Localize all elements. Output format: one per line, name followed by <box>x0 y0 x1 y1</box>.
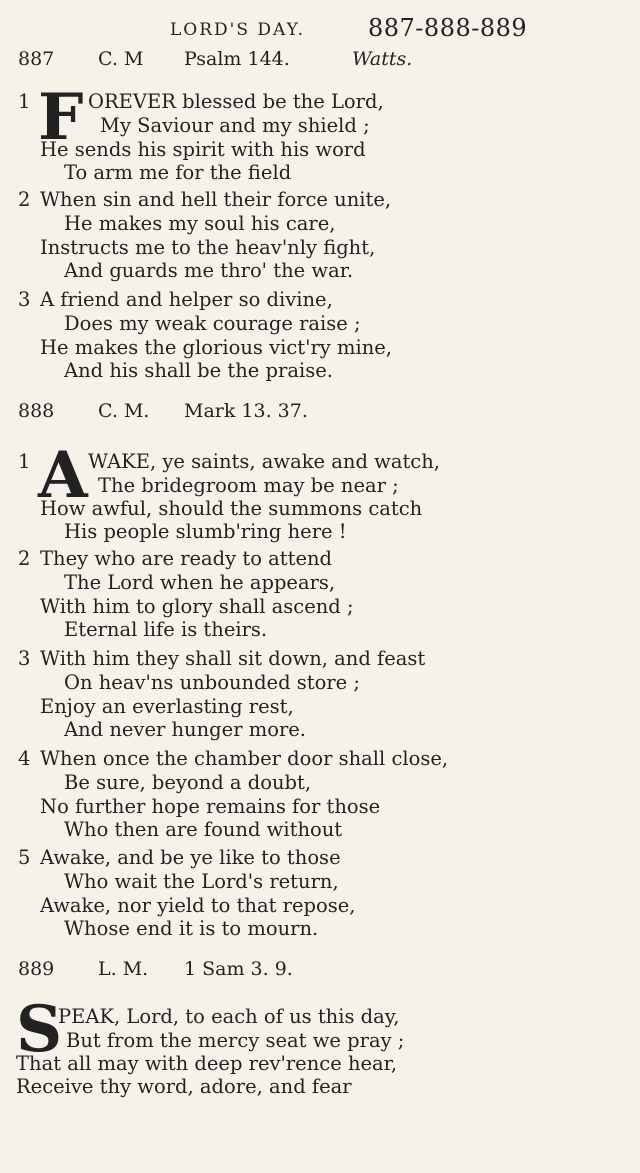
verse-line: WAKE, ye saints, awake and watch, <box>88 450 440 473</box>
verse-line: Awake, nor yield to that repose, <box>40 894 356 917</box>
verse-number: 5 <box>18 846 31 869</box>
verse-line: The Lord when he appears, <box>64 571 336 594</box>
hymn-number: 889 <box>18 958 55 980</box>
hymn-number: 887 <box>18 48 55 70</box>
hymn-meter: C. M <box>98 48 144 70</box>
verse-line: He makes the glorious vict'ry mine, <box>40 336 393 359</box>
verse-line: My Saviour and my shield ; <box>100 114 370 137</box>
verse-number: 4 <box>18 747 31 770</box>
verse-line: Eternal life is theirs. <box>64 618 268 641</box>
hymn-meter: C. M. <box>98 400 150 422</box>
verse-number: 3 <box>18 288 31 311</box>
drop-capital: A <box>38 438 88 513</box>
hymn-scripture: Mark 13. 37. <box>184 400 308 422</box>
verse-number: 2 <box>18 547 31 570</box>
hymn-number-range: 887-888-889 <box>368 14 528 42</box>
verse-number: 3 <box>18 647 31 670</box>
verse-line: He makes my soul his care, <box>64 212 336 235</box>
verse-line: OREVER blessed be the Lord, <box>88 90 384 113</box>
drop-capital: S <box>16 992 63 1067</box>
verse-line: Does my weak courage raise ; <box>64 312 361 335</box>
verse-line: Be sure, beyond a doubt, <box>64 771 312 794</box>
hymn-889-heading <box>18 958 618 984</box>
verse-line: Enjoy an everlasting rest, <box>40 695 294 718</box>
hymn-scripture: Psalm 144. <box>184 48 290 70</box>
verse-line: To arm me for the field <box>64 161 292 184</box>
verse-line: With him they shall sit down, and feast <box>40 647 426 670</box>
verse-line: Awake, and be ye like to those <box>40 846 341 869</box>
verse-line: His people slumb'ring here ! <box>64 520 347 543</box>
verse-line: And guards me thro' the war. <box>64 259 354 282</box>
verse-line: And never hunger more. <box>64 718 307 741</box>
verse-line: But from the mercy seat we pray ; <box>66 1029 405 1052</box>
verse-line: Whose end it is to mourn. <box>64 917 319 940</box>
hymn-author: Watts. <box>352 48 413 70</box>
verse-line: Receive thy word, adore, and fear <box>16 1075 352 1098</box>
verse-line: Who wait the Lord's return, <box>64 870 339 893</box>
verse-number: 1 <box>18 90 31 113</box>
verse-line: That all may with deep rev'rence hear, <box>16 1052 398 1075</box>
hymn-scripture: 1 Sam 3. 9. <box>184 958 293 980</box>
hymn-meter: L. M. <box>98 958 149 980</box>
verse-number: 1 <box>18 450 31 473</box>
hymn-888-heading <box>18 400 618 426</box>
running-header <box>0 14 640 42</box>
verse-line: A friend and helper so divine, <box>40 288 333 311</box>
verse-line: And his shall be the praise. <box>64 359 333 382</box>
hymn-887-heading <box>18 48 618 74</box>
verse-line: Who then are found without <box>64 818 343 841</box>
hymn-number: 888 <box>18 400 55 422</box>
running-title: LORD'S DAY. <box>170 20 306 40</box>
verse-line: PEAK, Lord, to each of us this day, <box>58 1005 400 1028</box>
verse-line: No further hope remains for those <box>40 795 381 818</box>
verse-line: On heav'ns unbounded store ; <box>64 671 360 694</box>
verse-line: The bridegroom may be near ; <box>98 474 399 497</box>
verse-number: 2 <box>18 188 31 211</box>
verse-line: They who are ready to attend <box>40 547 333 570</box>
drop-capital: F <box>38 80 84 155</box>
verse-line: Instructs me to the heav'nly fight, <box>40 236 376 259</box>
verse-line: He sends his spirit with his word <box>40 138 366 161</box>
verse-line: With him to glory shall ascend ; <box>40 595 354 618</box>
verse-line: When sin and hell their force unite, <box>40 188 392 211</box>
verse-line: When once the chamber door shall close, <box>40 747 449 770</box>
verse-line: How awful, should the summons catch <box>40 497 423 520</box>
